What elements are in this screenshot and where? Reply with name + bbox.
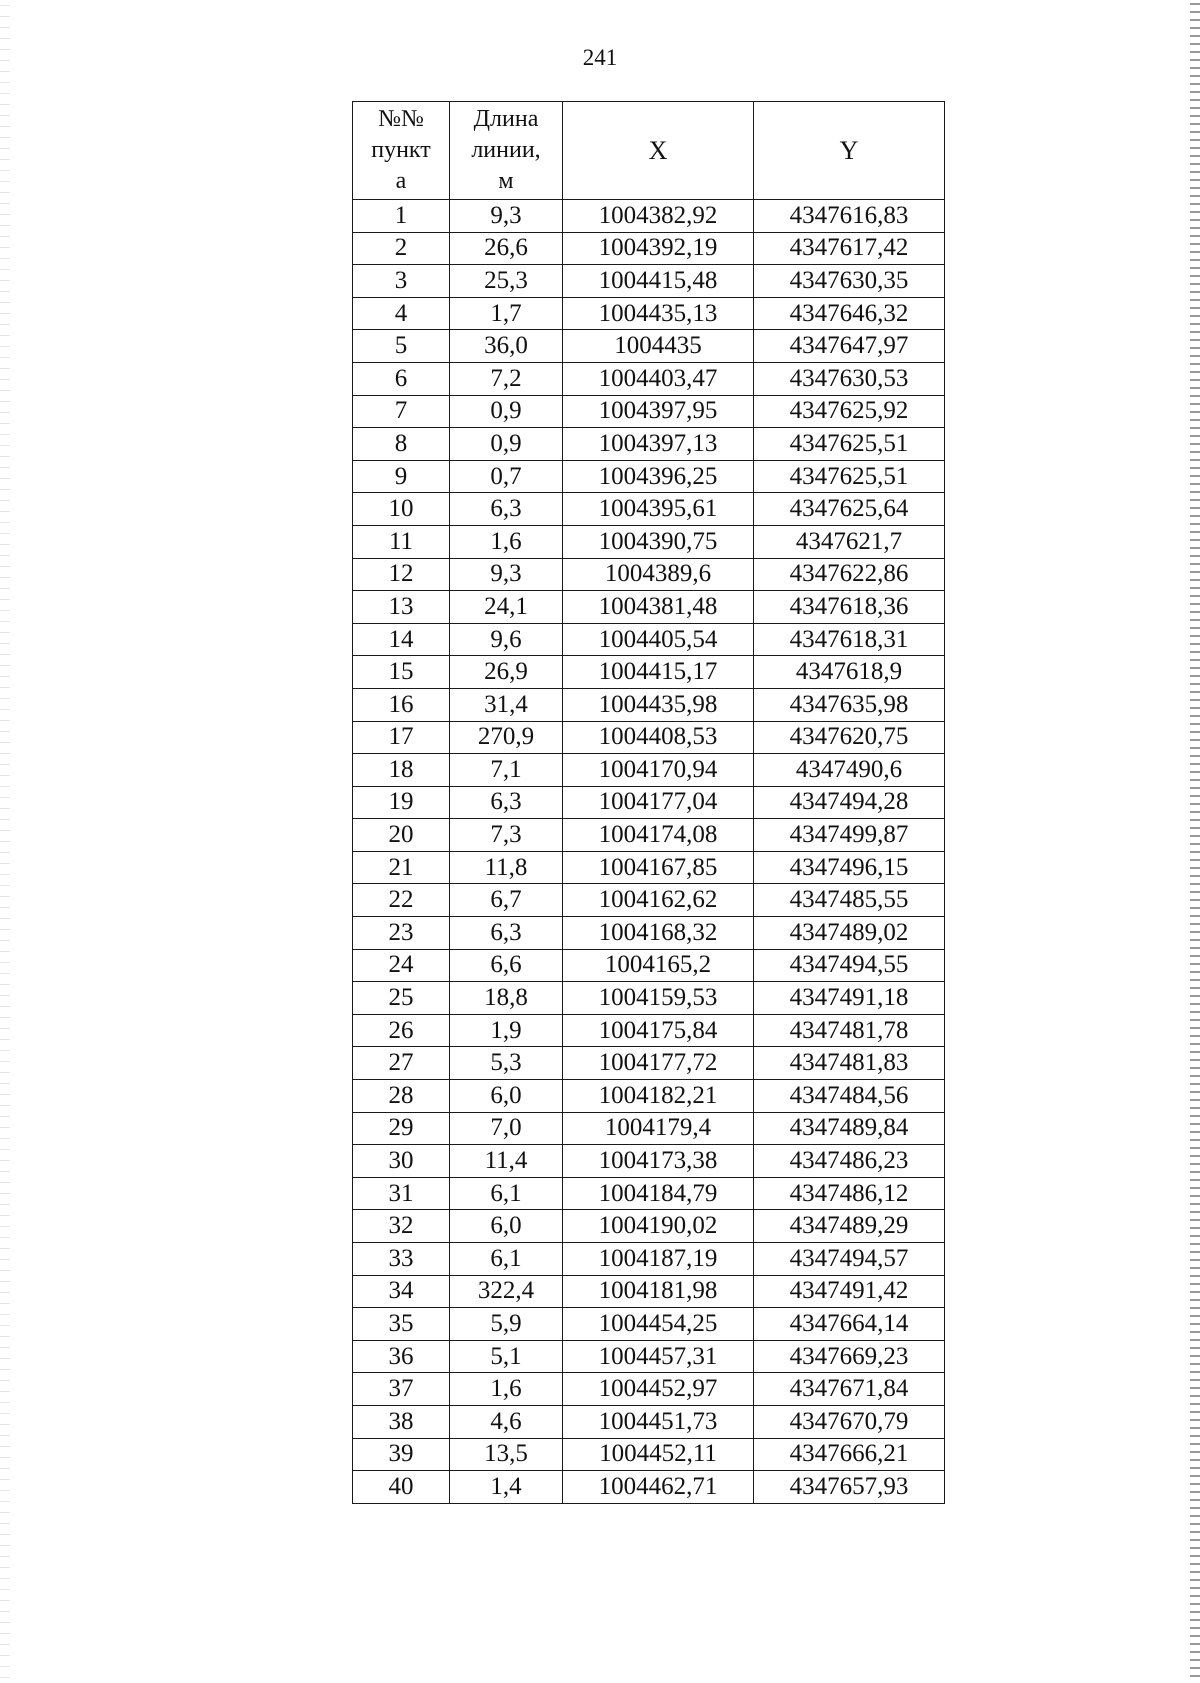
cell-line-length: 26,9 (450, 656, 563, 689)
cell-point-number: 36 (353, 1340, 450, 1373)
cell-x: 1004173,38 (563, 1145, 754, 1178)
cell-x: 1004454,25 (563, 1308, 754, 1341)
cell-point-number: 8 (353, 428, 450, 461)
cell-x: 1004179,4 (563, 1112, 754, 1145)
cell-y: 4347646,32 (754, 297, 945, 330)
cell-line-length: 1,7 (450, 297, 563, 330)
cell-line-length: 11,4 (450, 1145, 563, 1178)
cell-line-length: 0,7 (450, 460, 563, 493)
cell-y: 4347490,6 (754, 754, 945, 787)
table-row (353, 786, 945, 819)
cell-line-length: 5,1 (450, 1340, 563, 1373)
header-x: X (563, 102, 754, 200)
cell-point-number: 2 (353, 232, 450, 265)
cell-y: 4347489,02 (754, 917, 945, 950)
table-row (353, 819, 945, 852)
cell-point-number: 15 (353, 656, 450, 689)
table-row (353, 1340, 945, 1373)
cell-x: 1004451,73 (563, 1405, 754, 1438)
cell-line-length: 26,6 (450, 232, 563, 265)
cell-line-length: 7,1 (450, 754, 563, 787)
cell-line-length: 36,0 (450, 330, 563, 363)
cell-x: 1004397,95 (563, 395, 754, 428)
cell-x: 1004181,98 (563, 1275, 754, 1308)
table-row (353, 330, 945, 363)
cell-y: 4347618,9 (754, 656, 945, 689)
table-row (353, 1405, 945, 1438)
cell-point-number: 5 (353, 330, 450, 363)
cell-line-length: 322,4 (450, 1275, 563, 1308)
table-row (353, 721, 945, 754)
table-header (353, 102, 945, 200)
cell-point-number: 27 (353, 1047, 450, 1080)
cell-y: 4347620,75 (754, 721, 945, 754)
cell-line-length: 6,1 (450, 1177, 563, 1210)
cell-line-length: 1,9 (450, 1014, 563, 1047)
table-row (353, 265, 945, 298)
cell-y: 4347616,83 (754, 200, 945, 233)
cell-line-length: 24,1 (450, 591, 563, 624)
cell-point-number: 19 (353, 786, 450, 819)
cell-y: 4347621,7 (754, 525, 945, 558)
cell-y: 4347669,23 (754, 1340, 945, 1373)
table-row (353, 525, 945, 558)
cell-y: 4347486,12 (754, 1177, 945, 1210)
cell-x: 1004182,21 (563, 1080, 754, 1113)
cell-y: 4347496,15 (754, 851, 945, 884)
cell-point-number: 31 (353, 1177, 450, 1210)
cell-point-number: 9 (353, 460, 450, 493)
cell-point-number: 12 (353, 558, 450, 591)
cell-x: 1004165,2 (563, 949, 754, 982)
cell-x: 1004403,47 (563, 362, 754, 395)
cell-point-number: 6 (353, 362, 450, 395)
cell-point-number: 1 (353, 200, 450, 233)
header-row (353, 102, 945, 200)
cell-x: 1004415,17 (563, 656, 754, 689)
cell-line-length: 31,4 (450, 688, 563, 721)
cell-point-number: 34 (353, 1275, 450, 1308)
cell-y: 4347657,93 (754, 1471, 945, 1504)
cell-y: 4347625,92 (754, 395, 945, 428)
cell-line-length: 6,6 (450, 949, 563, 982)
cell-y: 4347635,98 (754, 688, 945, 721)
cell-line-length: 18,8 (450, 982, 563, 1015)
cell-x: 1004435 (563, 330, 754, 363)
cell-point-number: 32 (353, 1210, 450, 1243)
table-row (353, 1112, 945, 1145)
cell-x: 1004396,25 (563, 460, 754, 493)
cell-x: 1004452,97 (563, 1373, 754, 1406)
cell-point-number: 40 (353, 1471, 450, 1504)
cell-y: 4347671,84 (754, 1373, 945, 1406)
cell-line-length: 6,1 (450, 1243, 563, 1276)
table-row (353, 1243, 945, 1276)
cell-y: 4347625,51 (754, 460, 945, 493)
table-body (353, 200, 945, 1504)
cell-point-number: 29 (353, 1112, 450, 1145)
cell-x: 1004382,92 (563, 200, 754, 233)
header-line-length-line-2: линии, (471, 137, 541, 163)
page-number: 241 (582, 45, 618, 70)
cell-point-number: 4 (353, 297, 450, 330)
cell-y: 4347625,64 (754, 493, 945, 526)
cell-y: 4347489,84 (754, 1112, 945, 1145)
cell-line-length: 1,6 (450, 525, 563, 558)
cell-y: 4347499,87 (754, 819, 945, 852)
table-row (353, 1471, 945, 1504)
cell-x: 1004390,75 (563, 525, 754, 558)
cell-point-number: 10 (353, 493, 450, 526)
cell-line-length: 1,4 (450, 1471, 563, 1504)
table-row (353, 460, 945, 493)
table-row (353, 884, 945, 917)
cell-point-number: 25 (353, 982, 450, 1015)
cell-x: 1004392,19 (563, 232, 754, 265)
cell-y: 4347670,79 (754, 1405, 945, 1438)
cell-line-length: 6,7 (450, 884, 563, 917)
cell-x: 1004177,04 (563, 786, 754, 819)
cell-point-number: 13 (353, 591, 450, 624)
table-row (353, 982, 945, 1015)
cell-y: 4347494,55 (754, 949, 945, 982)
table-row (353, 917, 945, 950)
cell-x: 1004190,02 (563, 1210, 754, 1243)
cell-line-length: 9,3 (450, 200, 563, 233)
table-row (353, 1177, 945, 1210)
cell-y: 4347489,29 (754, 1210, 945, 1243)
cell-point-number: 18 (353, 754, 450, 787)
table-row (353, 232, 945, 265)
cell-point-number: 17 (353, 721, 450, 754)
cell-point-number: 37 (353, 1373, 450, 1406)
header-line-length-line-3: м (498, 168, 514, 194)
cell-x: 1004435,98 (563, 688, 754, 721)
table-row (353, 200, 945, 233)
cell-x: 1004397,13 (563, 428, 754, 461)
cell-y: 4347666,21 (754, 1438, 945, 1471)
cell-point-number: 30 (353, 1145, 450, 1178)
cell-y: 4347481,78 (754, 1014, 945, 1047)
cell-x: 1004174,08 (563, 819, 754, 852)
cell-line-length: 25,3 (450, 265, 563, 298)
table-row (353, 558, 945, 591)
header-line-length-line-1: Длина (473, 106, 539, 132)
cell-y: 4347617,42 (754, 232, 945, 265)
table-row (353, 297, 945, 330)
cell-point-number: 20 (353, 819, 450, 852)
table-row (353, 1145, 945, 1178)
cell-point-number: 28 (353, 1080, 450, 1113)
cell-y: 4347481,83 (754, 1047, 945, 1080)
cell-line-length: 9,3 (450, 558, 563, 591)
cell-x: 1004167,85 (563, 851, 754, 884)
cell-x: 1004408,53 (563, 721, 754, 754)
cell-line-length: 9,6 (450, 623, 563, 656)
table-row (353, 428, 945, 461)
cell-y: 4347486,23 (754, 1145, 945, 1178)
cell-line-length: 6,3 (450, 786, 563, 819)
cell-x: 1004381,48 (563, 591, 754, 624)
header-point-number-line-2: пункт (371, 137, 431, 163)
cell-y: 4347625,51 (754, 428, 945, 461)
cell-line-length: 5,9 (450, 1308, 563, 1341)
cell-line-length: 6,0 (450, 1080, 563, 1113)
cell-point-number: 14 (353, 623, 450, 656)
cell-x: 1004405,54 (563, 623, 754, 656)
cell-x: 1004159,53 (563, 982, 754, 1015)
cell-point-number: 39 (353, 1438, 450, 1471)
cell-x: 1004177,72 (563, 1047, 754, 1080)
cell-x: 1004168,32 (563, 917, 754, 950)
cell-y: 4347630,35 (754, 265, 945, 298)
cell-line-length: 6,3 (450, 493, 563, 526)
scan-edge-left (0, 0, 10, 1683)
table-row (353, 623, 945, 656)
cell-x: 1004170,94 (563, 754, 754, 787)
cell-line-length: 7,2 (450, 362, 563, 395)
cell-point-number: 11 (353, 525, 450, 558)
cell-point-number: 3 (353, 265, 450, 298)
table-row (353, 1438, 945, 1471)
cell-point-number: 38 (353, 1405, 450, 1438)
cell-x: 1004187,19 (563, 1243, 754, 1276)
cell-x: 1004184,79 (563, 1177, 754, 1210)
cell-x: 1004389,6 (563, 558, 754, 591)
cell-point-number: 21 (353, 851, 450, 884)
table-row (353, 949, 945, 982)
cell-y: 4347647,97 (754, 330, 945, 363)
table-row (353, 362, 945, 395)
cell-point-number: 35 (353, 1308, 450, 1341)
header-y: Y (754, 102, 945, 200)
cell-line-length: 6,0 (450, 1210, 563, 1243)
table-row (353, 591, 945, 624)
cell-point-number: 16 (353, 688, 450, 721)
cell-x: 1004435,13 (563, 297, 754, 330)
cell-x: 1004395,61 (563, 493, 754, 526)
cell-point-number: 23 (353, 917, 450, 950)
scan-edge-right (1190, 0, 1200, 1683)
cell-point-number: 7 (353, 395, 450, 428)
cell-y: 4347485,55 (754, 884, 945, 917)
cell-line-length: 0,9 (450, 395, 563, 428)
table-row (353, 1275, 945, 1308)
table-row (353, 493, 945, 526)
cell-x: 1004452,11 (563, 1438, 754, 1471)
cell-y: 4347494,57 (754, 1243, 945, 1276)
table-row (353, 688, 945, 721)
table-row (353, 851, 945, 884)
header-point-number-line-3: а (395, 168, 407, 194)
cell-y: 4347630,53 (754, 362, 945, 395)
header-line-length (450, 102, 563, 200)
cell-x: 1004457,31 (563, 1340, 754, 1373)
cell-point-number: 22 (353, 884, 450, 917)
cell-x: 1004162,62 (563, 884, 754, 917)
cell-x: 1004462,71 (563, 1471, 754, 1504)
cell-y: 4347664,14 (754, 1308, 945, 1341)
table-row (353, 1080, 945, 1113)
cell-y: 4347618,36 (754, 591, 945, 624)
cell-line-length: 6,3 (450, 917, 563, 950)
cell-line-length: 7,0 (450, 1112, 563, 1145)
cell-line-length: 4,6 (450, 1405, 563, 1438)
table-row (353, 1047, 945, 1080)
cell-line-length: 270,9 (450, 721, 563, 754)
table-row (353, 754, 945, 787)
table-row (353, 656, 945, 689)
cell-y: 4347494,28 (754, 786, 945, 819)
table-row (353, 395, 945, 428)
cell-y: 4347618,31 (754, 623, 945, 656)
cell-line-length: 11,8 (450, 851, 563, 884)
cell-point-number: 24 (353, 949, 450, 982)
cell-x: 1004175,84 (563, 1014, 754, 1047)
cell-y: 4347491,18 (754, 982, 945, 1015)
cell-line-length: 5,3 (450, 1047, 563, 1080)
cell-line-length: 7,3 (450, 819, 563, 852)
header-point-number-line-1: №№ (378, 106, 424, 132)
coordinates-table (352, 101, 945, 1504)
cell-line-length: 1,6 (450, 1373, 563, 1406)
cell-y: 4347484,56 (754, 1080, 945, 1113)
table-row (353, 1014, 945, 1047)
table-row (353, 1373, 945, 1406)
cell-point-number: 33 (353, 1243, 450, 1276)
cell-y: 4347622,86 (754, 558, 945, 591)
header-point-number (353, 102, 450, 200)
cell-line-length: 0,9 (450, 428, 563, 461)
cell-line-length: 13,5 (450, 1438, 563, 1471)
table-row (353, 1308, 945, 1341)
cell-point-number: 26 (353, 1014, 450, 1047)
cell-y: 4347491,42 (754, 1275, 945, 1308)
table-row (353, 1210, 945, 1243)
cell-x: 1004415,48 (563, 265, 754, 298)
